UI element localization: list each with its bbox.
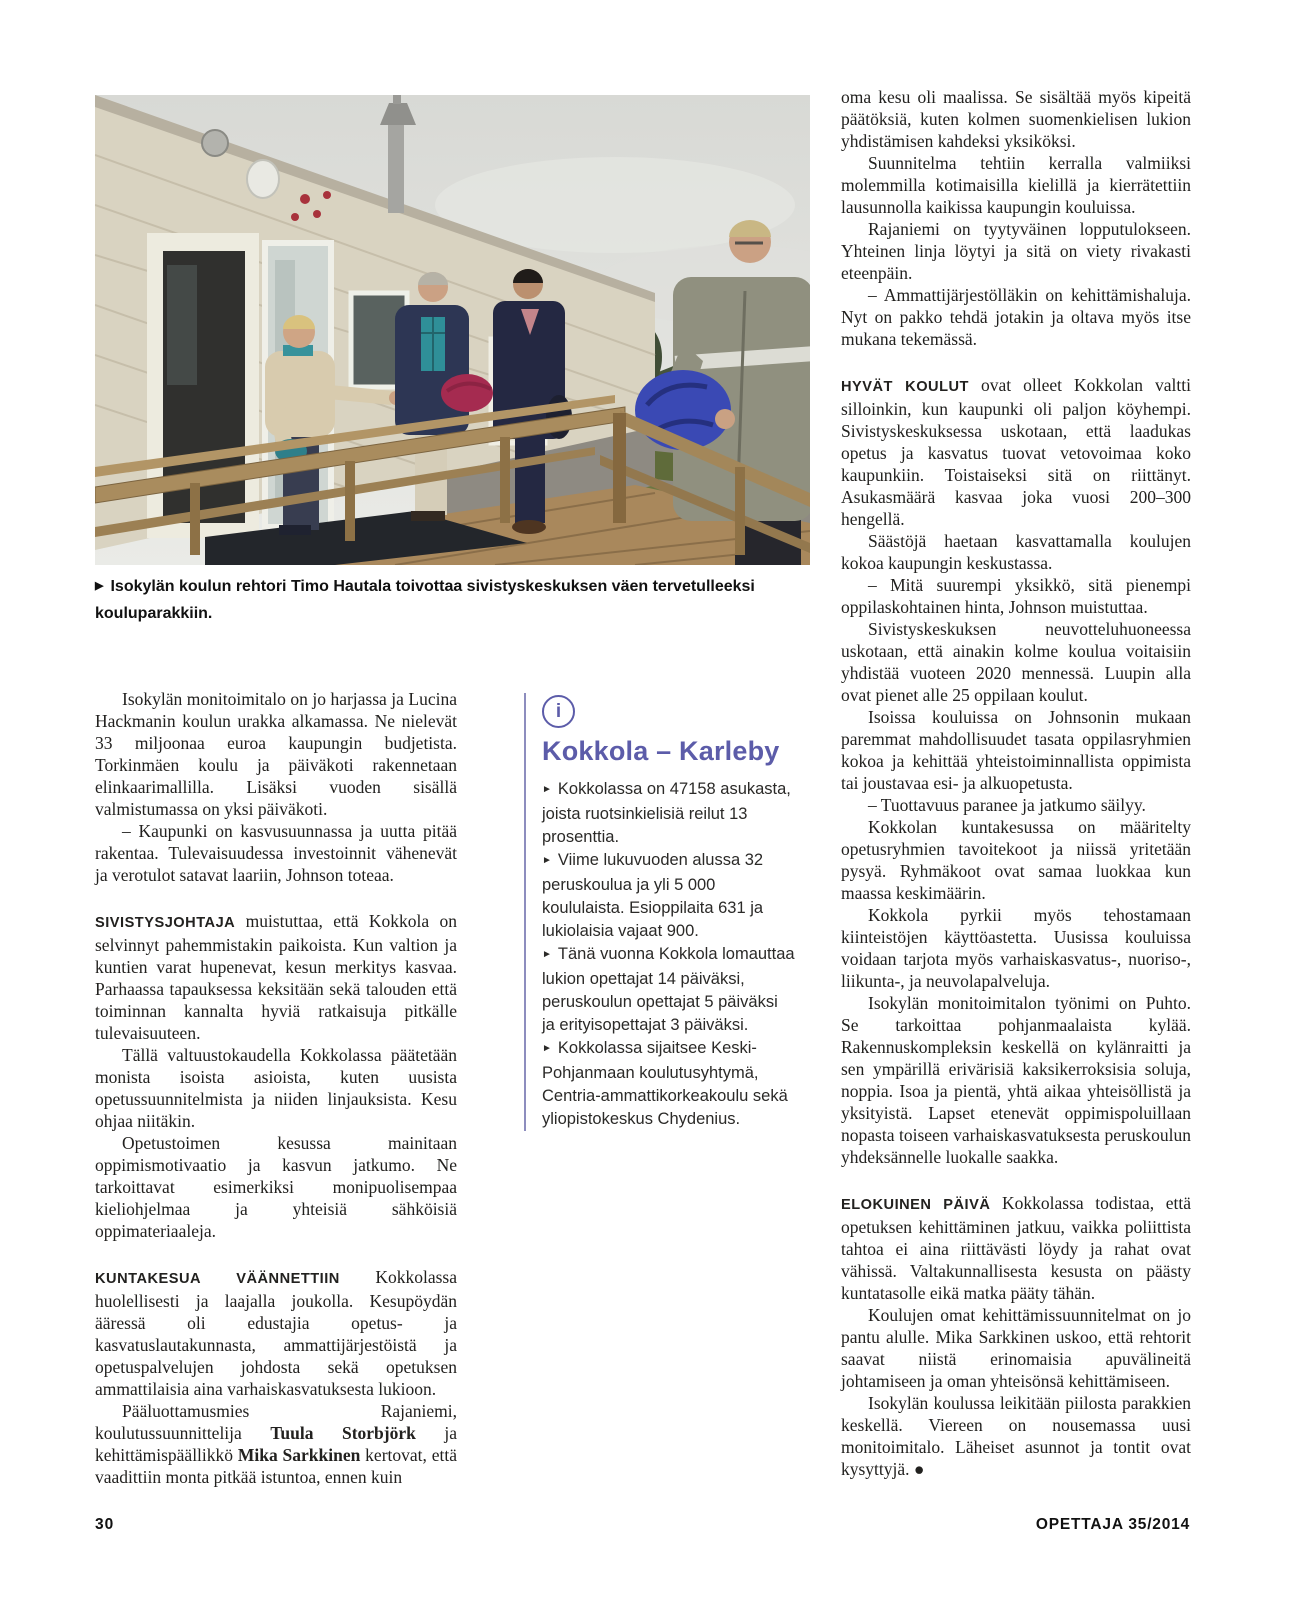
- text-run: Koulujen omat kehittämissuunnitelmat on jo pantu alulle. Mika Sarkkinen uskoo, että rehtorit saavat niistä erinomaisia apuvälineitä johtamiseen ja oman yhteisönsä kehittämiseen.: [841, 1305, 1191, 1391]
- left-text-column: [95, 688, 457, 1488]
- text-run: Sivistyskeskuksen neuvotteluhuoneessa uskotaan, että ainakin kolme koulua voitaisiin yhdistää vuoteen 2020 mennessä. Luupin alla ovat pienet alle 25 oppilaan koulut.: [841, 619, 1191, 705]
- section-paragraph: [841, 374, 1191, 530]
- infobox-item-text: Tänä vuonna Kokkola lomauttaa lukion opettajat 14 päiväksi, peruskoulun opettajat 5 päiväksi ja erityisopettajat 3 päiväksi.: [542, 945, 795, 1034]
- text-run: – Kaupunki on kasvusuunnassa ja uutta pitää rakentaa. Tulevaisuudessa investoinnit vähenevät ja verotulot satavat laariin, Johnson toteaa.: [95, 821, 457, 885]
- body-paragraph: [95, 1132, 457, 1242]
- body-paragraph: [841, 1392, 1191, 1480]
- magazine-issue: OPETTAJA 35/2014: [1035, 1516, 1190, 1533]
- body-paragraph: [841, 706, 1191, 794]
- info-icon-letter: i: [555, 701, 562, 722]
- body-paragraph: [841, 794, 1191, 816]
- text-run: Rajaniemi on tyytyväinen lopputulokseen. Yhteinen linja löytyi ja sitä on viety rivakasti eteenpäin.: [841, 219, 1191, 283]
- text-run: Isoissa kouluissa on Johnsonin mukaan paremmat mahdollisuudet tasata oppilasryhmien kokoa ja kehittää yhteistoiminnallista oppimista tai joustavaa esi- ja alkuopetusta.: [841, 707, 1191, 793]
- infobox-item-text: Kokkolassa on 47158 asukasta, joista ruotsinkielisiä reilut 13 prosenttia.: [542, 780, 791, 846]
- body-paragraph: [95, 688, 457, 820]
- article-photo: [95, 95, 810, 565]
- infobox-item: [542, 1037, 795, 1131]
- body-paragraph: [841, 152, 1191, 218]
- body-paragraph: [841, 816, 1191, 904]
- text-run: Säästöjä haetaan kasvattamalla koulujen kokoa kaupungin keskustassa.: [841, 531, 1191, 573]
- infobox: [524, 693, 795, 1131]
- text-run: Kokkola pyrkii myös tehostamaan kiinteistöjen käyttöastetta. Uusissa kouluissa voidaan tarjota myös varhaiskasvatus-, nuoriso-, liikunta-, ja neuvolapalveluja.: [841, 905, 1191, 991]
- text-run: ovat olleet Kokkolan valtti silloinkin, kun kaupunki oli paljon köyhempi. Sivistyskeskuksessa uskotaan, että laadukas opetus ja kasvatus tuovat vetovoimaa koko kaupunkiin. Toistaiseksi sitä on riittänyt. Asukasmäärä kasvaa joka vuosi 200–300 hengellä.: [841, 375, 1191, 529]
- bold-name: Mika Sarkkinen: [237, 1445, 361, 1465]
- text-run: – Ammattijärjestölläkin on kehittämishaluja. Nyt on pakko tehdä jotakin ja oltava myös itse mukana tekemässä.: [841, 285, 1191, 349]
- text-run: ja kehittämispäällikkö: [95, 1423, 457, 1465]
- bullet-triangle-icon: ►: [542, 1043, 552, 1054]
- section-paragraph: [95, 1266, 457, 1400]
- text-run: Kokkolassa huolellisesti ja laajalla joukolla. Kesupöydän ääressä oli edustajia opetus- ja kasvatuslautakunnasta, ammattijärjestöistä ja opetuspalvelujen johdosta sekä opetuksen ammattilaisia aina varhaiskasvatuksesta lukioon.: [95, 1267, 457, 1399]
- text-run: – Tuottavuus paranee ja jatkumo säilyy.: [868, 795, 1146, 815]
- vent-icon: [202, 130, 228, 156]
- bullet-triangle-icon: ►: [542, 949, 552, 960]
- body-paragraph: [841, 218, 1191, 284]
- body-paragraph: [841, 574, 1191, 618]
- section-lead: KUNTAKESUA VÄÄNNETTIIN: [95, 1271, 340, 1287]
- body-paragraph: [95, 1400, 457, 1488]
- infobox-item: [542, 778, 795, 849]
- section-lead: HYVÄT KOULUT: [841, 379, 969, 395]
- body-paragraph: [841, 284, 1191, 350]
- body-paragraph: [841, 1304, 1191, 1392]
- photo-caption: [95, 574, 755, 627]
- body-paragraph: [841, 992, 1191, 1168]
- text-run: muistuttaa, että Kokkola on selvinnyt pahemmistakin paikoista. Kun valtion ja kuntien varat hupenevat, kesun merkitys kasvaa. Parhaassa tapauksessa keksitään sekä talouden että toiminnan kannalta hyviä ratkaisuja pitkälle tulevaisuuteen.: [95, 911, 457, 1043]
- text-run: Isokylän koulussa leikitään piilosta parakkien keskellä. Viereen on nousemassa uusi monitoimitalo. Läheiset asunnot ja tontit ovat kysyttyjä. ●: [841, 1393, 1191, 1479]
- text-run: Opetustoimen kesussa mainitaan oppimismotivaatio ja kasvun jatkumo. Ne tarkoittavat esimerkiksi monipuolisempaa kieliohjelmaa ja yhteisiä sähköisiä oppimateriaaleja.: [95, 1133, 457, 1241]
- body-paragraph: [841, 86, 1191, 152]
- caption-arrow-icon: ▶: [95, 580, 104, 592]
- right-text-column: [841, 86, 1191, 1480]
- text-run: kertovat, että vaadittiin monta pitkää istuntoa, ennen kuin: [95, 1445, 457, 1487]
- photo-illustration: [95, 95, 810, 565]
- text-run: Kokkolassa todistaa, että opetuksen kehittäminen jatkuu, vaikka poliittista tahtoa ei aina riittävästi löydy ja rahat ovat vähissä. Valtakunnallisesta kesusta on päästy kuntatasolle eikä matka pääty tähän.: [841, 1193, 1191, 1303]
- text-run: Kokkolan kuntakesussa on määritelty opetusryhmien tavoitekoot ja niissä yritetään pysyä. Ryhmäkoot ovat samaa luokkaa kun maassa keskimäärin.: [841, 817, 1191, 903]
- text-run: Tällä valtuustokaudella Kokkolassa päätetään monista isoista asioista, kuten uusista opetussuunnitelmista ja niiden linjauksista. Kesu ohjaa niitäkin.: [95, 1045, 457, 1131]
- body-paragraph: [95, 1044, 457, 1132]
- infobox-title: Kokkola – Karleby: [542, 736, 780, 766]
- infobox-item-text: Kokkolassa sijaitsee Keski-Pohjanmaan koulutusyhtymä, Centria-ammattikorkeakoulu sekä yliopistokeskus Chydenius.: [542, 1039, 788, 1128]
- bullet-triangle-icon: ►: [542, 784, 552, 795]
- infobox-item: [542, 943, 795, 1037]
- section-paragraph: [95, 910, 457, 1044]
- body-paragraph: [841, 530, 1191, 574]
- section-paragraph: [841, 1192, 1191, 1304]
- text-run: oma kesu oli maalissa. Se sisältää myös kipeitä päätöksiä, kuten kolmen suomenkielisen lukion yhdistämisen kahdeksi yksiköksi.: [841, 87, 1191, 151]
- text-run: – Mitä suurempi yksikkö, sitä pienempi oppilaskohtainen hinta, Johnson muistuttaa.: [841, 575, 1191, 617]
- text-run: Suunnitelma tehtiin kerralla valmiiksi molemmilla kotimaisilla kielillä ja kierrätettiin lausunnolla kaikissa kaupungin kouluissa.: [841, 153, 1191, 217]
- section-lead: SIVISTYSJOHTAJA: [95, 915, 236, 931]
- infobox-item-text: Viime lukuvuoden alussa 32 peruskoulua ja yli 5 000 koululaista. Esioppilaita 631 ja lukiolaisia vajaat 900.: [542, 851, 764, 940]
- photo-caption-text: Isokylän koulun rehtori Timo Hautala toivottaa sivistyskeskuksen väen tervetulleeksi kouluparakkiin.: [95, 578, 755, 622]
- wall-lamp: [247, 160, 279, 198]
- magenta-jacket: [441, 374, 493, 412]
- text-run: Pääluottamusmies Rajaniemi, koulutussuunnittelija: [95, 1401, 457, 1443]
- body-paragraph: [841, 904, 1191, 992]
- section-lead: ELOKUINEN PÄIVÄ: [841, 1197, 991, 1213]
- bold-name: Tuula Storbjörk: [270, 1423, 416, 1443]
- infobox-item: [542, 849, 795, 943]
- bullet-triangle-icon: ►: [542, 855, 552, 866]
- info-icon: [542, 695, 575, 728]
- text-run: Isokylän monitoimitalo on jo harjassa ja Lucina Hackmanin koulun urakka alkamassa. Ne nielevät 33 miljoonaa euroa kaupungin budjetista. Torkinmäen koulu ja päiväkoti rakennetaan elinkaarimallilla. Lisäksi vuoden sisällä valmistumassa on yksi päiväkoti.: [95, 689, 457, 819]
- page-number: 30: [95, 1516, 115, 1533]
- infobox-list: [542, 778, 795, 1131]
- text-run: Isokylän monitoimitalon työnimi on Puhto. Se tarkoittaa pohjanmaalaista kylää. Rakennuskompleksin keskellä on kylänraitti ja sen ympärillä erivärisiä kaksikerroksisia soluja, noppia. Isoa ja pientä, yhtä aikaa yhteisöllistä ja yksityistä. Lapset etenevät oppimispoluillaan nopasta toiseen varhaiskasvatuksesta peruskoulun yhdeksännelle luokalle saakka.: [841, 993, 1191, 1167]
- body-paragraph: [841, 618, 1191, 706]
- body-paragraph: [95, 820, 457, 886]
